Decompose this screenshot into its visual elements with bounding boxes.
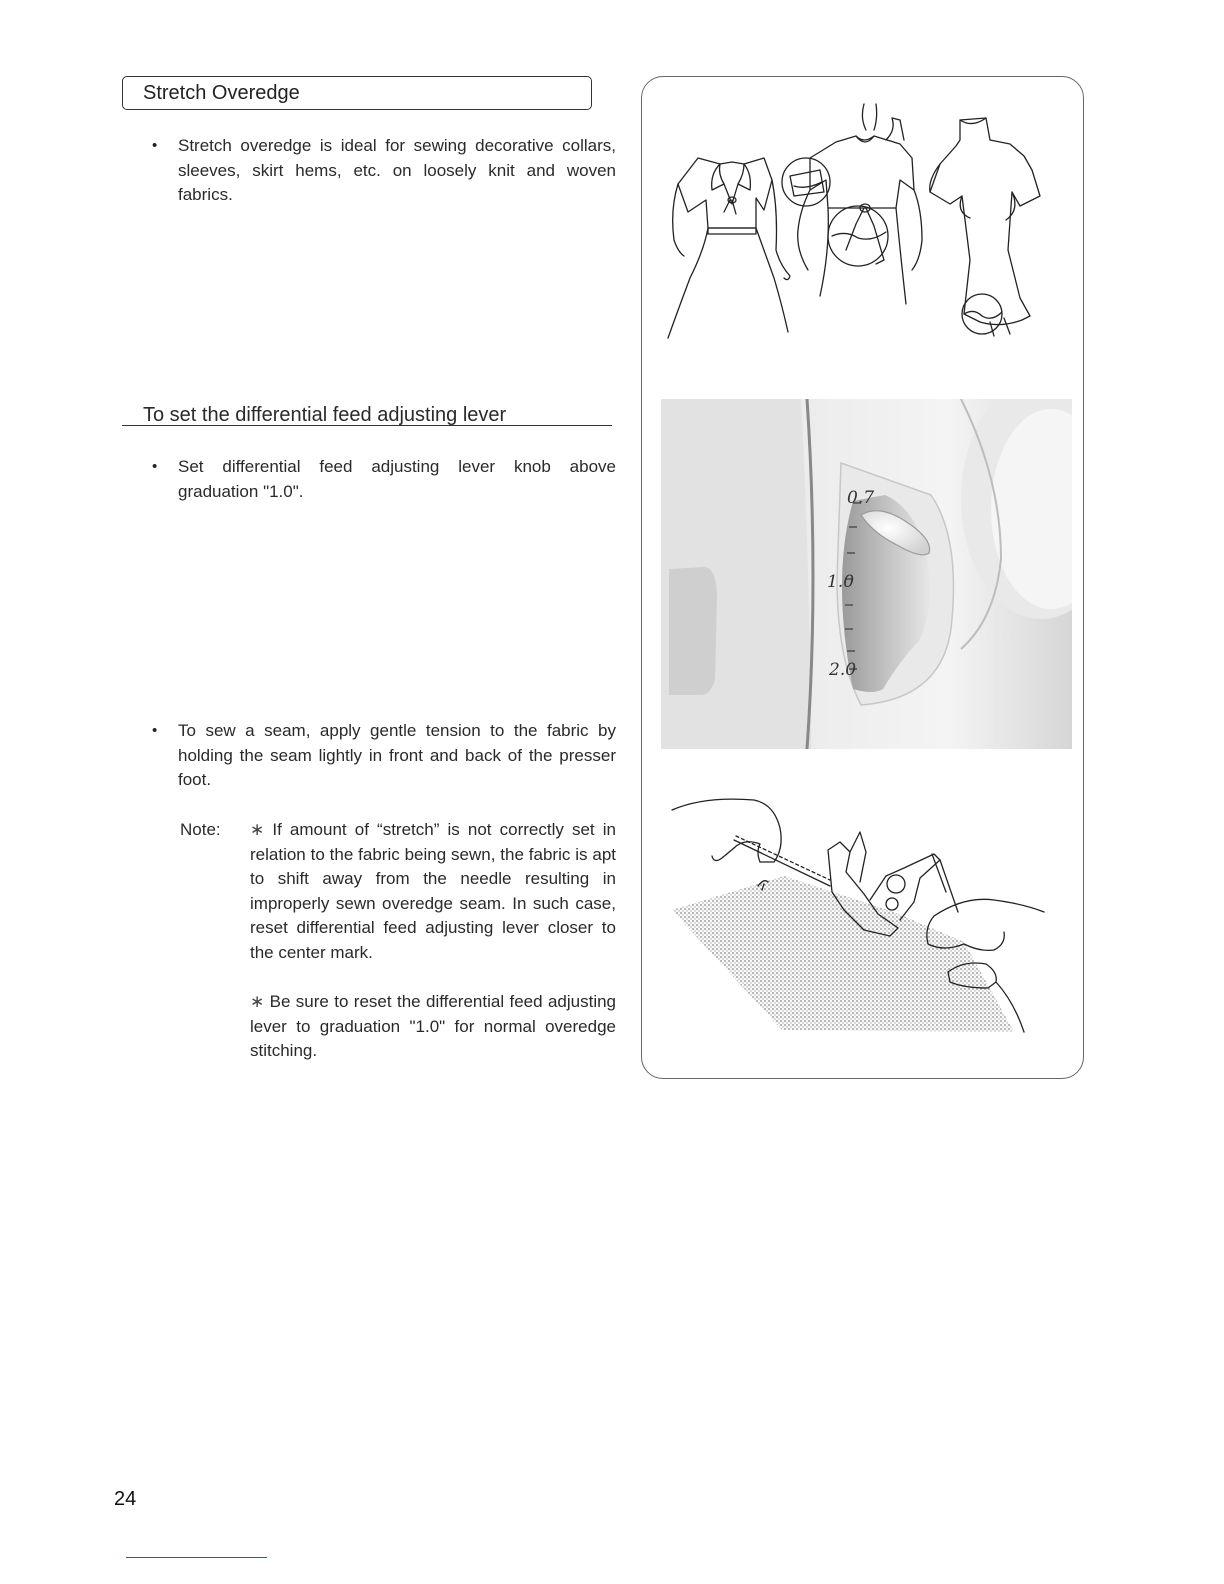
section-title: Stretch Overedge	[122, 76, 592, 110]
bullet-icon: •	[152, 722, 158, 739]
dial-label: 0.7	[847, 488, 875, 508]
note-item-text: Be sure to reset the differential feed adjusting lever to graduation "1.0" for normal overedge stitching.	[250, 992, 616, 1060]
bullet-icon: •	[152, 137, 158, 154]
asterisk-icon: ∗	[250, 992, 265, 1011]
page-number: 24	[114, 1488, 137, 1510]
dial-label: 1.0	[827, 572, 855, 592]
note-item	[250, 990, 616, 1064]
step-set-lever: Set differential feed adjusting lever knob above graduation "1.0".	[178, 457, 616, 501]
bullet-icon: •	[152, 458, 158, 475]
garment-illustration	[660, 100, 1070, 345]
footer-rule	[126, 1557, 267, 1558]
note-item	[250, 818, 616, 965]
subsection-title: To set the differential feed adjusting lever	[122, 402, 612, 426]
hands-sewing-illustration	[664, 792, 1064, 1042]
note-item-text: If amount of “stretch” is not correctly set in relation to the fabric being sewn, the fabric is apt to shift away from the needle resulting in improperly sewn overedge seam. In such case, reset differential feed adjusting lever closer to the center mark.	[250, 820, 616, 962]
intro-paragraph: Stretch overedge is ideal for sewing decorative collars, sleeves, skirt hems, etc. on loosely knit and woven fabrics.	[178, 136, 616, 204]
dial-label: 2.0	[829, 660, 857, 680]
asterisk-icon: ∗	[250, 820, 265, 839]
note-label: Note:	[180, 820, 221, 839]
differential-feed-lever-photo	[661, 399, 1072, 749]
step-sew-seam: To sew a seam, apply gentle tension to the fabric by holding the seam lightly in front and back of the presser foot.	[178, 721, 616, 789]
